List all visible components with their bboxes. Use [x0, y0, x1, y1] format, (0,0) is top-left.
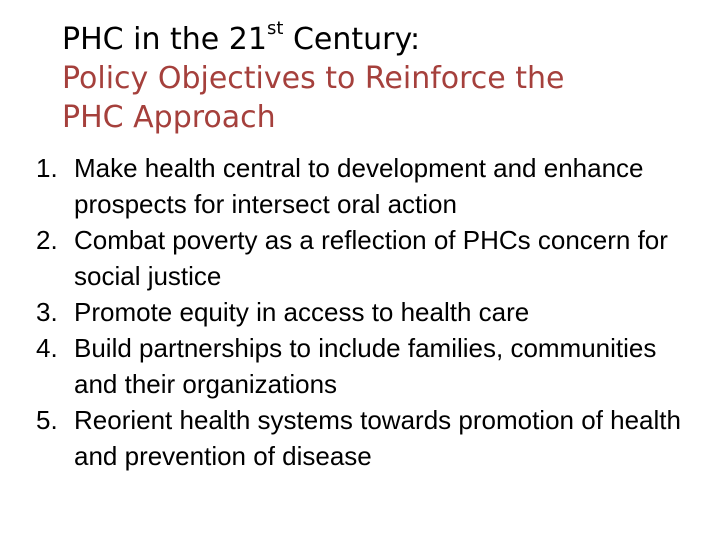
list-item-text: Build partnerships to include families, communities and their organizations — [74, 333, 657, 399]
list-item — [0, 402, 700, 474]
list-item-text: Make health central to development and enhance prospects for intersect oral action — [74, 153, 644, 219]
objectives-list — [0, 150, 700, 474]
list-item — [0, 150, 700, 222]
list-item-number: 2. — [36, 225, 58, 255]
slide-title-block — [62, 20, 702, 137]
list-item-number: 5. — [36, 405, 58, 435]
list-item — [0, 330, 700, 402]
list-item — [0, 294, 700, 330]
title-suffix: Century: — [283, 22, 421, 57]
list-item-text: Combat poverty as a reflection of PHCs concern for social justice — [74, 225, 668, 291]
list-item — [0, 222, 700, 294]
list-item-number: 4. — [36, 333, 58, 363]
list-item-text: Promote equity in access to health care — [74, 297, 530, 327]
title-prefix: PHC in the 21 — [62, 22, 267, 57]
list-item-text: Reorient health systems towards promotion of health and prevention of disease — [74, 405, 681, 471]
list-item-number: 3. — [36, 297, 58, 327]
list-item-number: 1. — [36, 153, 58, 183]
slide-subtitle-line2: PHC Approach — [62, 100, 276, 135]
title-superscript: st — [266, 18, 284, 39]
slide-subtitle-line1: Policy Objectives to Reinforce the — [62, 61, 565, 96]
slide-title — [62, 20, 702, 59]
